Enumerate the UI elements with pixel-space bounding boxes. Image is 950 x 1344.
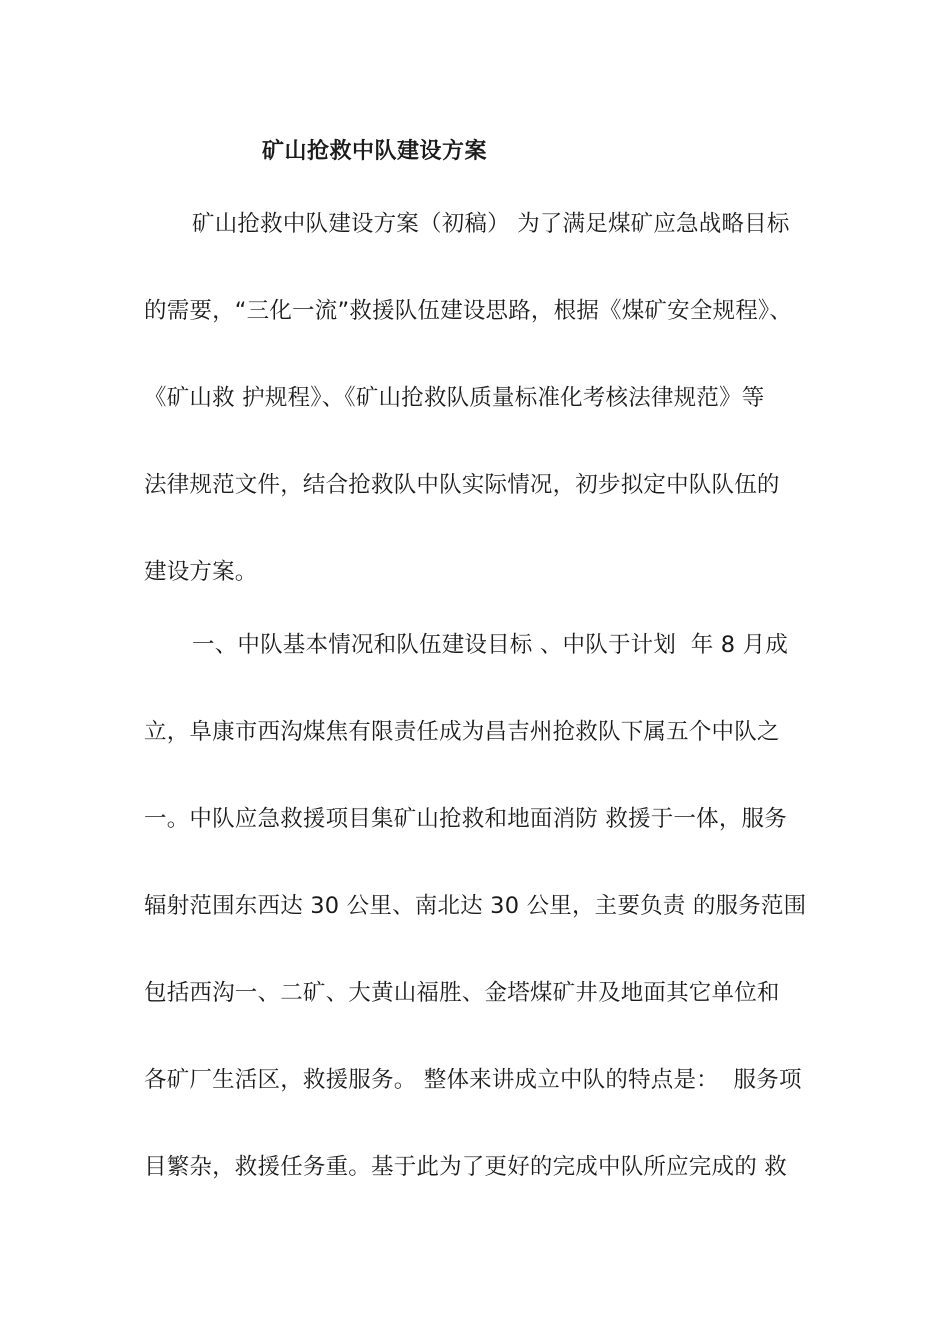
paragraph-line: 一、中队基本情况和队伍建设目标 、中队于计划 年 8 月成 — [192, 632, 789, 658]
paragraph-line: 矿山抢救中队建设方案（初稿） 为了满足煤矿应急战略目标 — [192, 211, 790, 237]
paragraph-line: 的需要，“三化一流”救援队伍建设思路，根据《煤矿安全规程》、 — [144, 298, 793, 324]
paragraph-line: 法律规范文件，结合抢救队中队实际情况，初步拟定中队队伍的 — [144, 472, 780, 498]
paragraph-line: 辐射范围东西达 30 公里、南北达 30 公里，主要负责 的服务范围 — [144, 893, 807, 919]
paragraph-line: 一。中队应急救援项目集矿山抢救和地面消防 救援于一体，服务 — [144, 806, 787, 832]
paragraph-line: 目繁杂，救援任务重。基于此为了更好的完成中队所应完成的 救 — [144, 1154, 787, 1180]
paragraph-line: 《矿山救 护规程》、《矿山抢救队质量标准化考核法律规范》等 — [144, 385, 765, 411]
paragraph-line: 建设方案。 — [144, 559, 258, 585]
document-title: 矿山抢救中队建设方案 — [262, 139, 488, 164]
paragraph-line: 包括西沟一、二矿、大黄山福胜、金塔煤矿井及地面其它单位和 — [144, 980, 780, 1006]
paragraph-line: 立，阜康市西沟煤焦有限责任成为昌吉州抢救队下属五个中队之 — [144, 719, 780, 745]
paragraph-line: 各矿厂生活区，救援服务。 整体来讲成立中队的特点是： 服务项 — [144, 1067, 802, 1093]
